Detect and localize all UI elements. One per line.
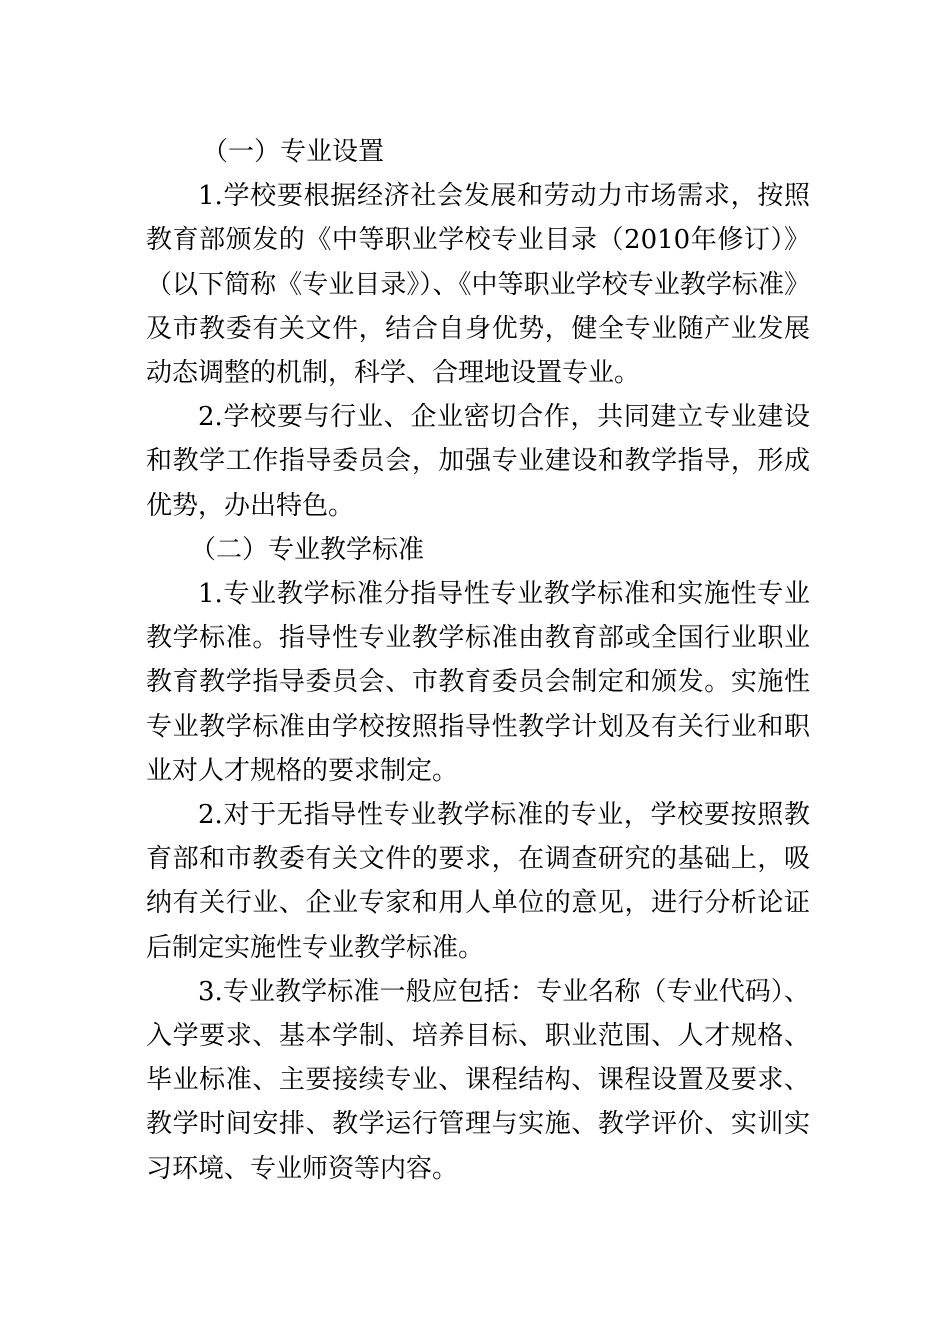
paragraph: 3.专业教学标准一般应包括：专业名称（专业代码）、入学要求、基本学制、培养目标、职业范围、人才规格、毕业标准、主要接续专业、课程结构、课程设置及要求、教学时间安排、教学运行管理与实施、教学评价、实训实习环境、专业师资等内容。 [146, 976, 810, 1184]
section-heading-1: （一）专业设置 [202, 137, 385, 167]
paragraph: 1.专业教学标准分指导性专业教学标准和实施性专业教学标准。指导性专业教学标准由教育部或全国行业职业教育教学指导委员会、市教育委员会制定和颁发。实施性专业教学标准由学校按照指导性教学计划及有关行业和职业对人才规格的要求制定。 [146, 579, 810, 786]
section-heading-2: （二）专业教学标准 [190, 534, 425, 565]
document-body [146, 130, 810, 1191]
paragraph: 1.学校要根据经济社会发展和劳动力市场需求，按照教育部颁发的《中等职业学校专业目录（2010年修订）》（以下简称《专业目录》）、《中等职业学校专业教学标准》及市教委有关文件，结合自身优势，健全专业随产业发展动态调整的机制，科学、合理地设置专业。 [146, 181, 810, 389]
paragraph: 2.对于无指导性专业教学标准的专业，学校要按照教育部和市教委有关文件的要求，在调查研究的基础上，吸纳有关行业、企业专家和用人单位的意见，进行分析论证后制定实施性专业教学标准。 [146, 800, 810, 963]
paragraph: 2.学校要与行业、企业密切合作，共同建立专业建设和教学工作指导委员会，加强专业建设和教学指导，形成优势，办出特色。 [146, 402, 810, 521]
